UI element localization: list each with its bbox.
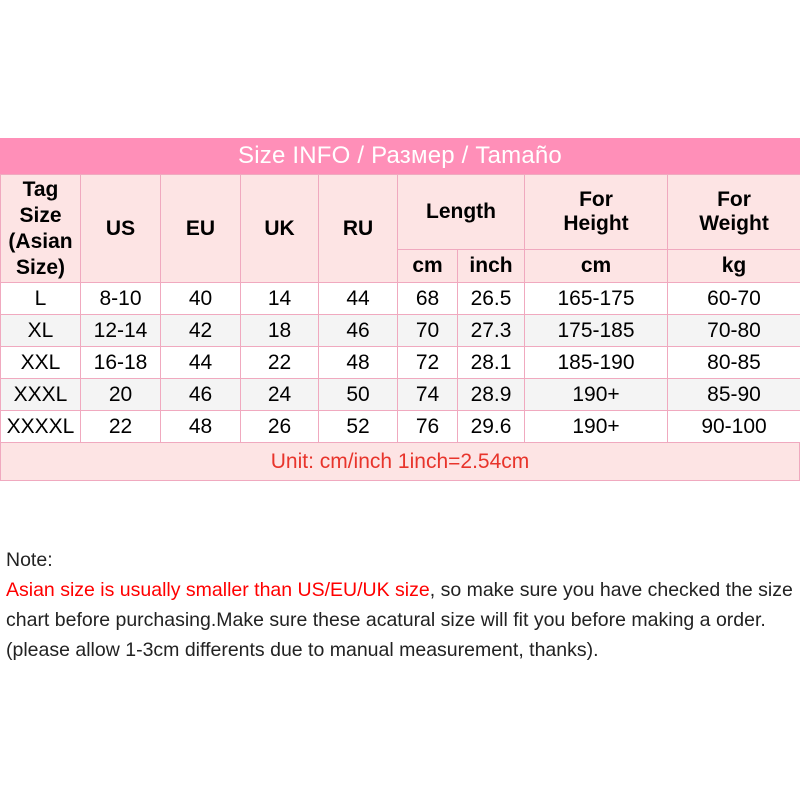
cell-height: 190+ bbox=[525, 411, 668, 443]
note-block bbox=[0, 545, 800, 665]
cell-uk: 22 bbox=[241, 347, 319, 379]
cell-eu: 44 bbox=[161, 347, 241, 379]
header-uk: UK bbox=[241, 175, 319, 283]
cell-ru: 46 bbox=[319, 315, 398, 347]
cell-eu: 48 bbox=[161, 411, 241, 443]
cell-length-cm: 70 bbox=[398, 315, 458, 347]
cell-weight: 60-70 bbox=[668, 283, 800, 315]
cell-length-cm: 68 bbox=[398, 283, 458, 315]
header-weight-unit: kg bbox=[668, 250, 800, 283]
header-us: US bbox=[81, 175, 161, 283]
cell-us: 8-10 bbox=[81, 283, 161, 315]
table-row bbox=[1, 379, 800, 411]
cell-length-cm: 72 bbox=[398, 347, 458, 379]
cell-ru: 48 bbox=[319, 347, 398, 379]
table-header bbox=[1, 175, 800, 283]
cell-length-cm: 74 bbox=[398, 379, 458, 411]
unit-note: Unit: cm/inch 1inch=2.54cm bbox=[0, 443, 800, 481]
table-row bbox=[1, 283, 800, 315]
header-tag-line-1: Tag bbox=[22, 177, 59, 201]
cell-uk: 24 bbox=[241, 379, 319, 411]
header-for-weight-line-2: Weight bbox=[699, 212, 769, 235]
cell-height: 190+ bbox=[525, 379, 668, 411]
header-eu: EU bbox=[161, 175, 241, 283]
header-for-height-line-1: For bbox=[579, 188, 613, 211]
table-row bbox=[1, 347, 800, 379]
header-tag-line-4: Size) bbox=[15, 255, 65, 279]
cell-weight: 85-90 bbox=[668, 379, 800, 411]
cell-length-inch: 27.3 bbox=[458, 315, 525, 347]
table-body bbox=[1, 283, 800, 443]
cell-tag: XXL bbox=[1, 347, 81, 379]
header-length: Length bbox=[398, 175, 525, 250]
note-red-text: Asian size is usually smaller than US/EU/UK size bbox=[6, 579, 430, 601]
cell-weight: 70-80 bbox=[668, 315, 800, 347]
table-row bbox=[1, 315, 800, 347]
size-chart bbox=[0, 138, 800, 481]
note-label: Note: bbox=[6, 549, 53, 571]
cell-weight: 80-85 bbox=[668, 347, 800, 379]
cell-us: 12-14 bbox=[81, 315, 161, 347]
header-for-weight-line-1: For bbox=[717, 188, 751, 211]
table-row bbox=[1, 411, 800, 443]
cell-uk: 26 bbox=[241, 411, 319, 443]
cell-length-inch: 26.5 bbox=[458, 283, 525, 315]
chart-title: Size INFO / Размер / Tamaño bbox=[0, 138, 800, 174]
cell-ru: 52 bbox=[319, 411, 398, 443]
size-table bbox=[0, 174, 800, 443]
cell-eu: 42 bbox=[161, 315, 241, 347]
cell-tag: XL bbox=[1, 315, 81, 347]
header-length-inch: inch bbox=[458, 250, 525, 283]
cell-weight: 90-100 bbox=[668, 411, 800, 443]
header-tag-line-3: (Asian bbox=[8, 229, 73, 253]
header-for-height-line-2: Height bbox=[563, 212, 629, 235]
cell-us: 22 bbox=[81, 411, 161, 443]
cell-us: 20 bbox=[81, 379, 161, 411]
header-ru: RU bbox=[319, 175, 398, 283]
cell-us: 16-18 bbox=[81, 347, 161, 379]
header-tag-size bbox=[1, 175, 81, 283]
cell-eu: 46 bbox=[161, 379, 241, 411]
cell-ru: 50 bbox=[319, 379, 398, 411]
header-tag-line-2: Size bbox=[19, 203, 62, 227]
cell-height: 175-185 bbox=[525, 315, 668, 347]
cell-height: 185-190 bbox=[525, 347, 668, 379]
header-length-cm: cm bbox=[398, 250, 458, 283]
cell-eu: 40 bbox=[161, 283, 241, 315]
header-for-weight bbox=[668, 175, 800, 250]
cell-length-inch: 29.6 bbox=[458, 411, 525, 443]
cell-tag: XXXL bbox=[1, 379, 81, 411]
cell-uk: 14 bbox=[241, 283, 319, 315]
cell-length-inch: 28.9 bbox=[458, 379, 525, 411]
header-height-unit: cm bbox=[525, 250, 668, 283]
cell-height: 165-175 bbox=[525, 283, 668, 315]
cell-length-inch: 28.1 bbox=[458, 347, 525, 379]
note-rest-text: , so make sure you have checked the size chart before purchasing.Make sure these acatural size will fit you before making a order.(please allow 1-3cm differents due to manual measurement, thanks). bbox=[6, 579, 793, 661]
header-row-top bbox=[1, 175, 800, 250]
cell-tag: L bbox=[1, 283, 81, 315]
cell-uk: 18 bbox=[241, 315, 319, 347]
note-text bbox=[6, 575, 794, 665]
cell-ru: 44 bbox=[319, 283, 398, 315]
cell-tag: XXXXL bbox=[1, 411, 81, 443]
header-for-height bbox=[525, 175, 668, 250]
cell-length-cm: 76 bbox=[398, 411, 458, 443]
